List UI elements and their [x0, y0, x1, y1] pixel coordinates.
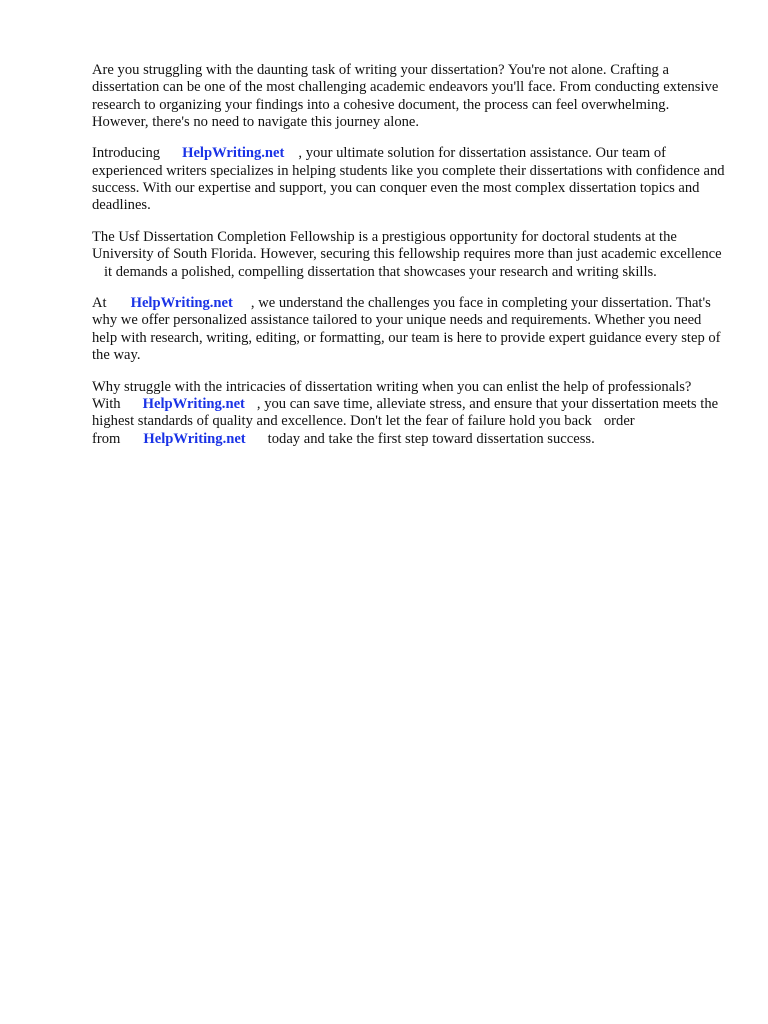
document-body: [92, 62, 726, 462]
helpwriting-link[interactable]: HelpWriting.net: [130, 295, 233, 312]
paragraph-at-rest: , we understand the challenges you face in completing your dissertation. That's why we offer personalized assistance tailored to your unique needs and requirements. Whether you need help with research, writing, editing, or formatting, our team is here to provide expert guidance every step of the way.: [92, 295, 721, 364]
helpwriting-link[interactable]: HelpWriting.net: [143, 430, 246, 447]
paragraph-why-middle: , you can save time, alleviate stress, and ensure that your dissertation meets the highest standards of quality and excellence. Don't let the fear of failure hold you back: [92, 395, 719, 430]
paragraph-at-lead: At: [92, 295, 107, 312]
paragraph-introducing: [92, 145, 726, 214]
paragraph-fellowship-rest: it demands a polished, compelling dissertation that showcases your research and writing skills.: [104, 263, 657, 280]
paragraph-intro: [92, 62, 726, 131]
paragraph-introducing-lead: Introducing: [92, 145, 161, 162]
paragraph-fellowship: [92, 229, 726, 281]
paragraph-why-lead: Why struggle with the intricacies of dissertation writing when you can enlist the help of professionals? With: [92, 378, 692, 412]
paragraph-why-rest: today and take the first step toward dissertation success.: [267, 430, 595, 447]
paragraph-why-order: order from: [92, 413, 635, 447]
helpwriting-link[interactable]: HelpWriting.net: [182, 145, 285, 162]
helpwriting-link[interactable]: HelpWriting.net: [142, 395, 245, 412]
paragraph-fellowship-lead: The Usf Dissertation Completion Fellowship is a prestigious opportunity for doctoral students at the University of South Florida. However, securing this fellowship requires more than just academic excellence: [92, 228, 722, 263]
paragraph-intro-text: Are you struggling with the daunting task of writing your dissertation? You're not alone. Crafting a dissertation can be one of the most challenging academic endeavors you'll face. From conducting extensive research to organizing your findings into a cohesive document, the process can feel overwhelming. However, there's no need to navigate this journey alone.: [92, 62, 719, 130]
paragraph-introducing-rest: , your ultimate solution for dissertation assistance. Our team of experienced writers specializes in helping students like you complete their dissertations with confidence and success. With our expertise and support, you can conquer even the most complex dissertation topics and deadlines.: [92, 145, 725, 214]
paragraph-at: [92, 295, 726, 364]
paragraph-why: [92, 379, 726, 448]
